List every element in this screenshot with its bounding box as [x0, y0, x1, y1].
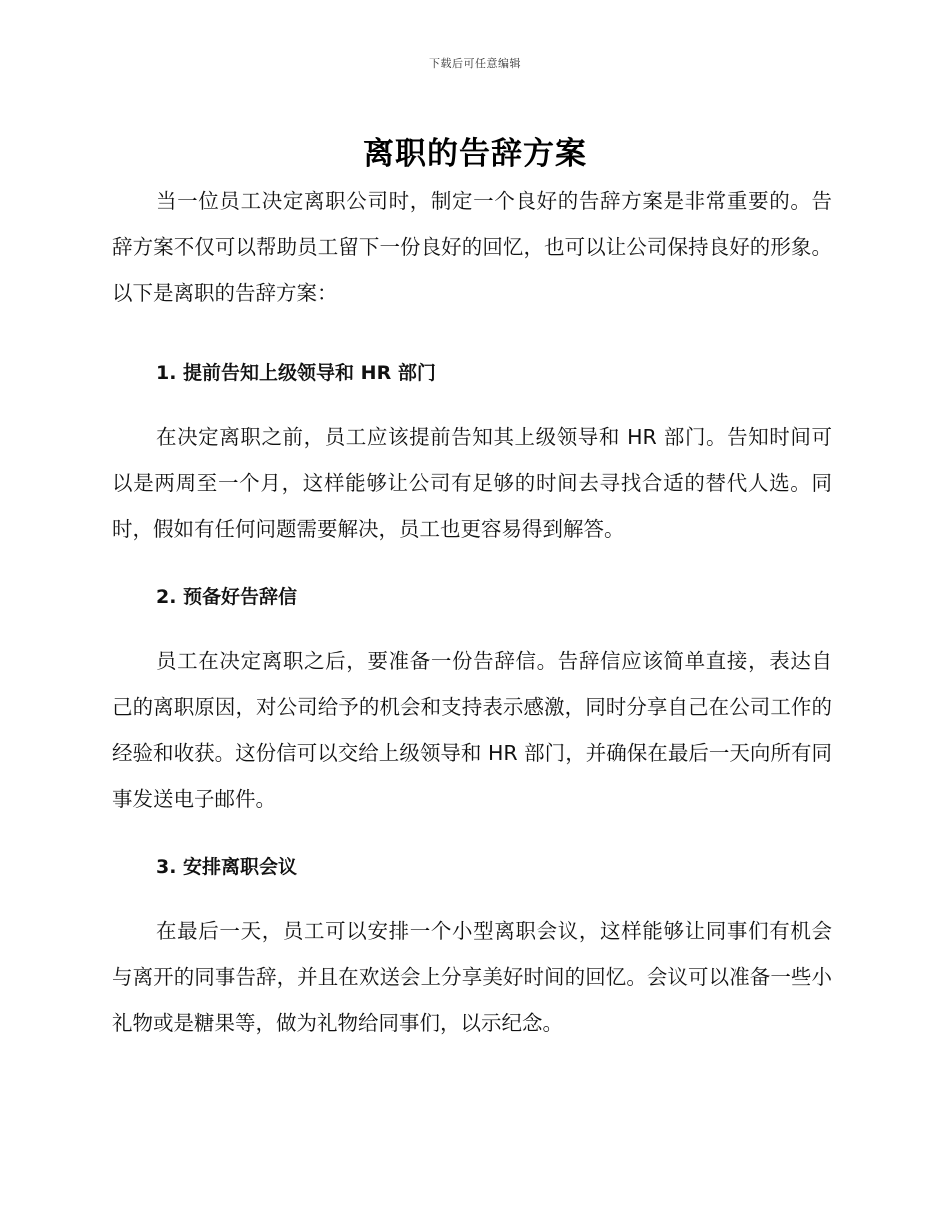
section-heading-1: 1. 提前告知上级领导和 HR 部门 — [156, 362, 436, 384]
section-heading-2: 2. 预备好告辞信 — [156, 586, 298, 608]
page-title: 离职的告辞方案 — [363, 136, 587, 172]
header-note: 下载后可任意编辑 — [429, 57, 521, 70]
section-heading-3: 3. 安排离职会议 — [156, 856, 298, 878]
section-body-1: 在决定离职之前，员工应该提前告知其上级领导和 HR 部门。告知时间可以是两周至一个月，这样能够让公司有足够的时间去寻找合适的替代人选。同时，假如有任何问题需要解决，员工也更容易得到解答。 — [112, 425, 832, 541]
section-body-3: 在最后一天，员工可以安排一个小型离职会议，这样能够让同事们有机会与离开的同事告辞，并且在欢送会上分享美好时间的回忆。会议可以准备一些小礼物或是糖果等，做为礼物给同事们，以示纪念。 — [112, 919, 832, 1035]
document-body — [112, 178, 832, 1046]
section-body-2: 员工在决定离职之后，要准备一份告辞信。告辞信应该简单直接，表达自己的离职原因，对公司给予的机会和支持表示感激，同时分享自己在公司工作的经验和收获。这份信可以交给上级领导和 HR 部门，并确保在最后一天向所有同事发送电子邮件。 — [112, 649, 832, 811]
intro-paragraph: 当一位员工决定离职公司时，制定一个良好的告辞方案是非常重要的。告辞方案不仅可以帮助员工留下一份良好的回忆，也可以让公司保持良好的形象。以下是离职的告辞方案： — [112, 189, 832, 305]
